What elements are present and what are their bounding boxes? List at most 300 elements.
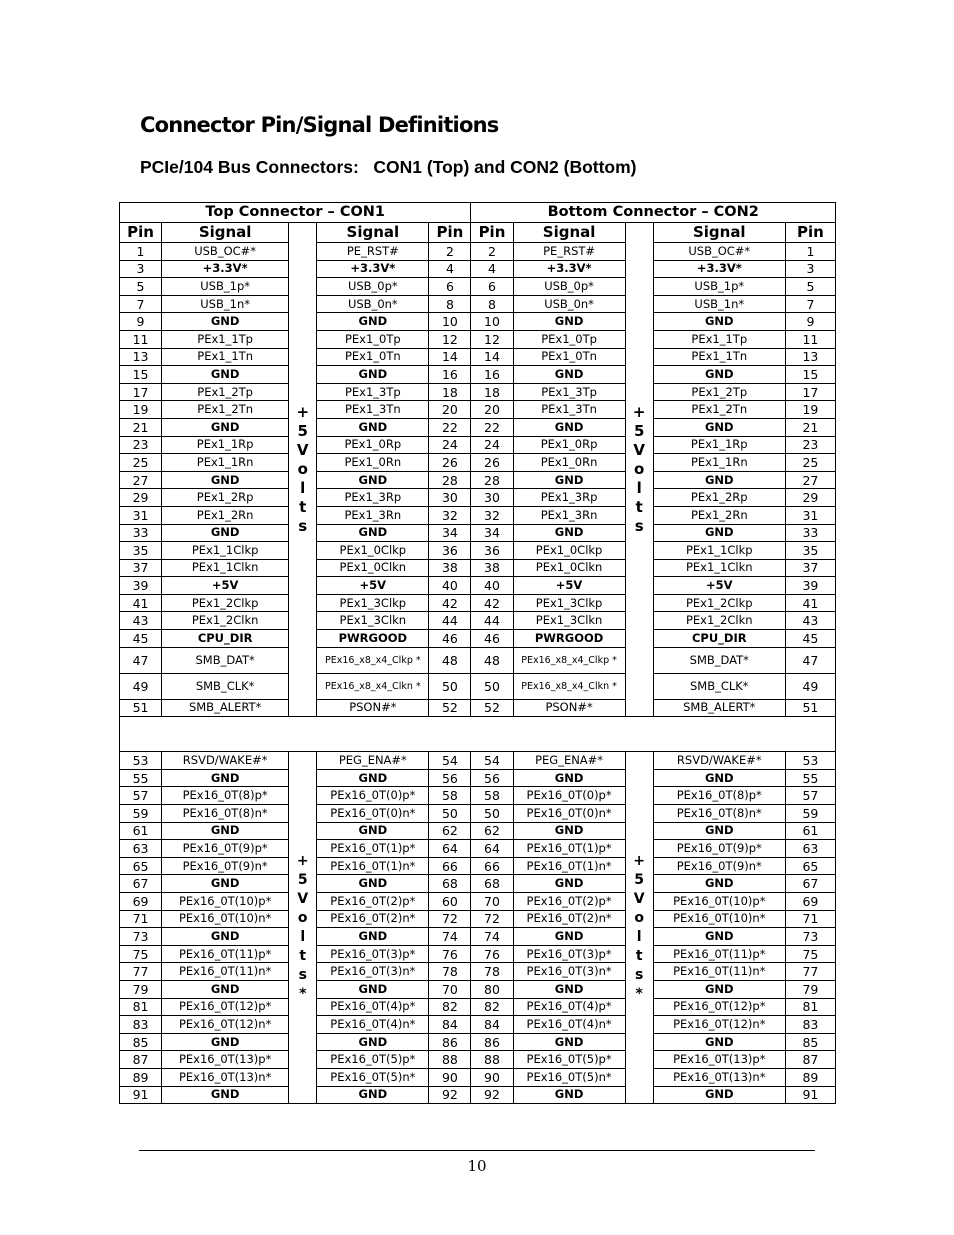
col-header-signal: Signal: [513, 223, 625, 243]
volts-letter: +: [633, 852, 646, 869]
table-row: [120, 401, 836, 419]
con1-pin-odd: 23: [120, 436, 162, 454]
table-row: [120, 875, 836, 893]
con1-signal-even: PEx1_3Tp: [317, 383, 429, 401]
con1-signal-odd: PEx1_1Tp: [162, 330, 289, 348]
volts-letter: V: [633, 441, 645, 460]
volts-letter: t: [635, 498, 643, 517]
section-subtitle: PCIe/104 Bus Connectors: CON1 (Top) and CON2 (Bottom): [140, 157, 637, 177]
volts-letter: s: [298, 966, 307, 983]
con1-signal-even: GND: [317, 1086, 429, 1104]
con1-pin-odd: 43: [120, 612, 162, 630]
con2-signal-even: PEx1_3Clkp: [513, 594, 625, 612]
volts-letter: V: [297, 890, 309, 907]
con2-pin-odd: 9: [785, 313, 835, 331]
con2-signal-odd: GND: [653, 471, 785, 489]
con2-pin-even: 28: [471, 471, 513, 489]
table-row: [120, 612, 836, 630]
con1-pin-even: 34: [429, 524, 471, 542]
con1-pin-even: 4: [429, 260, 471, 278]
con2-pin-odd: 21: [785, 418, 835, 436]
con1-signal-even: PEx16_0T(4)n*: [317, 1016, 429, 1034]
con1-pin-odd: 59: [120, 805, 162, 823]
con2-pin-odd: 13: [785, 348, 835, 366]
con2-signal-odd: PEx16_0T(11)n*: [653, 963, 785, 981]
volts-letter: 5: [297, 871, 308, 888]
con1-pin-even: 50: [429, 805, 471, 823]
con2-pin-even: 50: [471, 673, 513, 699]
con1-pin-even: 32: [429, 506, 471, 524]
con2-signal-odd: GND: [653, 366, 785, 384]
con1-signal-even: PEx16_0T(1)p*: [317, 840, 429, 858]
volts-letter: o: [297, 460, 308, 479]
con2-signal-even: PEx1_3Clkn: [513, 612, 625, 630]
table-row: [120, 630, 836, 648]
con1-pin-odd: 13: [120, 348, 162, 366]
con1-pin-odd: 29: [120, 489, 162, 507]
col-header-pin: Pin: [429, 223, 471, 243]
con1-pin-even: 44: [429, 612, 471, 630]
con1-signal-odd: GND: [162, 471, 289, 489]
con1-signal-odd: PEx1_1Rn: [162, 454, 289, 472]
con1-pin-odd: 85: [120, 1033, 162, 1051]
con2-signal-even: USB_0p*: [513, 278, 625, 296]
con1-pin-even: 22: [429, 418, 471, 436]
con1-signal-odd: USB_1n*: [162, 295, 289, 313]
col-header-signal: Signal: [162, 223, 289, 243]
con2-signal-odd: PEx16_0T(10)n*: [653, 910, 785, 928]
con1-signal-even: PEx1_3Rp: [317, 489, 429, 507]
con2-signal-even: GND: [513, 1086, 625, 1104]
con2-pin-even: 86: [471, 1033, 513, 1051]
table-row: [120, 1051, 836, 1069]
table-row: [120, 945, 836, 963]
con2-signal-odd: +3.3V*: [653, 260, 785, 278]
table-row: [120, 857, 836, 875]
con2-signal-even: GND: [513, 366, 625, 384]
con1-signal-odd: GND: [162, 769, 289, 787]
volts-letter: +: [296, 852, 309, 869]
con2-pin-odd: 71: [785, 910, 835, 928]
con1-signal-even: PEx1_0Tn: [317, 348, 429, 366]
table-row: [120, 840, 836, 858]
con1-pin-even: 36: [429, 542, 471, 560]
table-row: [120, 594, 836, 612]
con1-pin-even: 40: [429, 577, 471, 595]
con2-signal-odd: PEx1_1Clkp: [653, 542, 785, 560]
table-row: [120, 805, 836, 823]
con2-pin-even: 92: [471, 1086, 513, 1104]
con2-pin-odd: 85: [785, 1033, 835, 1051]
con2-pin-odd: 51: [785, 699, 835, 717]
volts-letter: +: [632, 403, 646, 422]
con2-pin-even: 66: [471, 857, 513, 875]
con2-pin-even: 76: [471, 945, 513, 963]
con1-signal-odd: PEx16_0T(13)n*: [162, 1068, 289, 1086]
con1-signal-odd: PEx16_0T(9)n*: [162, 857, 289, 875]
con1-pin-even: 60: [429, 893, 471, 911]
con2-pin-odd: 91: [785, 1086, 835, 1104]
con1-signal-odd: USB_OC#*: [162, 243, 289, 261]
con2-pin-odd: 5: [785, 278, 835, 296]
con2-pin-even: 88: [471, 1051, 513, 1069]
con1-pin-even: 26: [429, 454, 471, 472]
con2-pin-even: 36: [471, 542, 513, 560]
con1-pin-even: 6: [429, 278, 471, 296]
con1-pin-even: 72: [429, 910, 471, 928]
con1-signal-even: PEx1_0Rp: [317, 436, 429, 454]
con1-signal-even: GND: [317, 1033, 429, 1051]
con1-pin-odd: 57: [120, 787, 162, 805]
col-header-pin: Pin: [471, 223, 513, 243]
con2-signal-even: PEG_ENA#*: [513, 752, 625, 770]
con2-signal-even: PEx1_3Tp: [513, 383, 625, 401]
volts-letter: 5: [633, 422, 645, 441]
con1-pin-even: 74: [429, 928, 471, 946]
volts-label-top-upper: [289, 223, 317, 717]
table-row: [120, 489, 836, 507]
con1-signal-odd: GND: [162, 313, 289, 331]
con1-signal-even: PEx1_0Clkp: [317, 542, 429, 560]
con2-pin-odd: 7: [785, 295, 835, 313]
con1-signal-even: GND: [317, 418, 429, 436]
con2-pin-even: 56: [471, 769, 513, 787]
con1-pin-odd: 1: [120, 243, 162, 261]
con2-signal-even: GND: [513, 980, 625, 998]
volts-letter: s: [634, 517, 644, 536]
con1-signal-odd: GND: [162, 524, 289, 542]
con1-pin-odd: 41: [120, 594, 162, 612]
col-header-signal: Signal: [653, 223, 785, 243]
con2-signal-odd: PEx16_0T(9)n*: [653, 857, 785, 875]
con2-signal-odd: PEx16_0T(13)p*: [653, 1051, 785, 1069]
con1-pin-even: 16: [429, 366, 471, 384]
page-title: Connector Pin/Signal Definitions: [140, 113, 499, 137]
con1-signal-even: USB_0p*: [317, 278, 429, 296]
con2-pin-odd: 49: [785, 673, 835, 699]
con1-signal-even: PEx1_0Tp: [317, 330, 429, 348]
con1-pin-even: 42: [429, 594, 471, 612]
con2-pin-even: 64: [471, 840, 513, 858]
con1-signal-odd: PEx1_1Tn: [162, 348, 289, 366]
con1-signal-odd: RSVD/WAKE#*: [162, 752, 289, 770]
con1-pin-odd: 77: [120, 963, 162, 981]
con1-pin-odd: 89: [120, 1068, 162, 1086]
con2-signal-even: GND: [513, 524, 625, 542]
con2-signal-even: PEx1_3Tn: [513, 401, 625, 419]
con2-pin-even: 68: [471, 875, 513, 893]
table-row: [120, 577, 836, 595]
con1-pin-odd: 63: [120, 840, 162, 858]
con2-signal-even: PEx16_0T(3)p*: [513, 945, 625, 963]
table-row: [120, 1068, 836, 1086]
con2-pin-even: 62: [471, 822, 513, 840]
con1-signal-odd: PEx1_1Clkp: [162, 542, 289, 560]
table-row: [120, 822, 836, 840]
con1-signal-odd: PEx16_0T(10)p*: [162, 893, 289, 911]
con1-signal-even: PWRGOOD: [317, 630, 429, 648]
con1-pin-even: 30: [429, 489, 471, 507]
con1-pin-odd: 27: [120, 471, 162, 489]
con1-pin-even: 20: [429, 401, 471, 419]
con2-pin-odd: 61: [785, 822, 835, 840]
con2-pin-even: 34: [471, 524, 513, 542]
volts-letter: l: [636, 928, 642, 945]
con2-pin-odd: 47: [785, 647, 835, 673]
con1-pin-even: 70: [429, 980, 471, 998]
con1-pin-odd: 7: [120, 295, 162, 313]
con2-pin-even: 82: [471, 998, 513, 1016]
con1-signal-odd: GND: [162, 980, 289, 998]
top-connector-header: Top Connector – CON1: [120, 203, 471, 223]
con2-pin-odd: 69: [785, 893, 835, 911]
table-spacer-cell: [120, 717, 836, 752]
con1-pin-odd: 71: [120, 910, 162, 928]
con1-pin-even: 12: [429, 330, 471, 348]
con2-pin-odd: 1: [785, 243, 835, 261]
con1-pin-even: 24: [429, 436, 471, 454]
volts-letter: t: [635, 947, 643, 964]
con2-pin-even: 30: [471, 489, 513, 507]
con2-signal-odd: PEx16_0T(8)p*: [653, 787, 785, 805]
con1-signal-even: PEx16_0T(5)n*: [317, 1068, 429, 1086]
con1-pin-odd: 73: [120, 928, 162, 946]
con2-pin-even: 24: [471, 436, 513, 454]
con1-signal-odd: PEx1_2Clkp: [162, 594, 289, 612]
con2-signal-even: PEx16_0T(2)n*: [513, 910, 625, 928]
con1-signal-even: PEx16_x8_x4_Clkn *: [317, 673, 429, 699]
con2-signal-odd: PEx1_2Tp: [653, 383, 785, 401]
con1-signal-even: PEx1_3Tn: [317, 401, 429, 419]
table-row: [120, 1033, 836, 1051]
con1-pin-odd: 55: [120, 769, 162, 787]
con1-pin-even: 92: [429, 1086, 471, 1104]
con1-signal-even: PEx1_3Clkp: [317, 594, 429, 612]
page-number: 10: [467, 1157, 487, 1175]
volts-label-bottom-lower: [625, 752, 653, 1104]
con2-signal-even: PEx1_0Tn: [513, 348, 625, 366]
con2-signal-even: PEx1_0Rp: [513, 436, 625, 454]
con2-signal-odd: PEx16_0T(11)p*: [653, 945, 785, 963]
con2-signal-even: PEx1_0Tp: [513, 330, 625, 348]
bottom-connector-header: Bottom Connector – CON2: [471, 203, 836, 223]
table-row: [120, 313, 836, 331]
table-row: [120, 980, 836, 998]
table-row: [120, 1086, 836, 1104]
con2-pin-odd: 17: [785, 383, 835, 401]
con1-signal-odd: PEx1_2Tp: [162, 383, 289, 401]
con1-pin-even: 50: [429, 673, 471, 699]
con1-signal-odd: GND: [162, 418, 289, 436]
con2-pin-even: 2: [471, 243, 513, 261]
con2-signal-odd: SMB_DAT*: [653, 647, 785, 673]
con1-signal-odd: PEx16_0T(13)p*: [162, 1051, 289, 1069]
con2-signal-even: GND: [513, 875, 625, 893]
con2-pin-even: 4: [471, 260, 513, 278]
con2-pin-even: 90: [471, 1068, 513, 1086]
con2-pin-odd: 81: [785, 998, 835, 1016]
con1-pin-even: 28: [429, 471, 471, 489]
table-row: [120, 383, 836, 401]
con1-pin-odd: 53: [120, 752, 162, 770]
con2-pin-odd: 57: [785, 787, 835, 805]
con2-signal-even: GND: [513, 769, 625, 787]
con2-signal-odd: PEx16_0T(10)p*: [653, 893, 785, 911]
con2-signal-even: PEx16_0T(5)p*: [513, 1051, 625, 1069]
con2-pin-odd: 77: [785, 963, 835, 981]
con1-signal-odd: GND: [162, 1033, 289, 1051]
table-row: [120, 506, 836, 524]
con1-signal-odd: PEx16_0T(8)p*: [162, 787, 289, 805]
con2-pin-odd: 59: [785, 805, 835, 823]
con2-pin-odd: 65: [785, 857, 835, 875]
con2-signal-even: USB_0n*: [513, 295, 625, 313]
con1-pin-even: 10: [429, 313, 471, 331]
con1-pin-even: 18: [429, 383, 471, 401]
con2-pin-even: 38: [471, 559, 513, 577]
con2-signal-even: PEx16_0T(0)p*: [513, 787, 625, 805]
con2-pin-even: 80: [471, 980, 513, 998]
con1-pin-even: 84: [429, 1016, 471, 1034]
con1-signal-even: PEx16_0T(3)p*: [317, 945, 429, 963]
con1-pin-even: 62: [429, 822, 471, 840]
con2-signal-odd: PEx1_1Rn: [653, 454, 785, 472]
volts-letter: +: [296, 403, 310, 422]
con1-pin-even: 48: [429, 647, 471, 673]
con1-pin-even: 88: [429, 1051, 471, 1069]
con2-signal-odd: GND: [653, 313, 785, 331]
volts-letter: *: [635, 985, 643, 1002]
table-row: [120, 752, 836, 770]
con2-signal-odd: GND: [653, 1033, 785, 1051]
con2-signal-odd: GND: [653, 418, 785, 436]
col-header-pin: Pin: [120, 223, 162, 243]
con2-signal-odd: GND: [653, 822, 785, 840]
con1-pin-odd: 25: [120, 454, 162, 472]
column-header-row: [120, 223, 836, 243]
pin-signal-table-body: [120, 203, 836, 1104]
con2-pin-even: 22: [471, 418, 513, 436]
con1-pin-even: 14: [429, 348, 471, 366]
con2-signal-odd: GND: [653, 1086, 785, 1104]
con1-signal-odd: GND: [162, 928, 289, 946]
con2-pin-even: 16: [471, 366, 513, 384]
con1-signal-odd: PEx1_1Clkn: [162, 559, 289, 577]
con1-pin-odd: 35: [120, 542, 162, 560]
table-row: [120, 787, 836, 805]
table-row: [120, 769, 836, 787]
volts-letter: o: [634, 909, 644, 926]
con2-pin-odd: 11: [785, 330, 835, 348]
table-row: [120, 673, 836, 699]
volts-letter: l: [300, 479, 306, 498]
con2-pin-even: 44: [471, 612, 513, 630]
volts-letter: 5: [634, 871, 645, 888]
con2-pin-even: 74: [471, 928, 513, 946]
con1-signal-even: +3.3V*: [317, 260, 429, 278]
con2-signal-even: PEx16_0T(1)p*: [513, 840, 625, 858]
volts-letter: V: [633, 890, 645, 907]
con1-signal-odd: PEx16_0T(12)n*: [162, 1016, 289, 1034]
con2-pin-odd: 41: [785, 594, 835, 612]
con2-signal-even: PEx16_0T(4)p*: [513, 998, 625, 1016]
volts-letter: s: [298, 517, 308, 536]
con2-pin-even: 42: [471, 594, 513, 612]
con2-signal-even: PEx1_0Clkn: [513, 559, 625, 577]
con2-pin-odd: 3: [785, 260, 835, 278]
con2-signal-even: PEx16_0T(0)n*: [513, 805, 625, 823]
con1-pin-odd: 49: [120, 673, 162, 699]
con2-signal-even: GND: [513, 418, 625, 436]
con2-pin-odd: 45: [785, 630, 835, 648]
con1-pin-even: 66: [429, 857, 471, 875]
table-row: [120, 1016, 836, 1034]
con1-signal-odd: PEx1_2Rp: [162, 489, 289, 507]
con2-signal-odd: GND: [653, 928, 785, 946]
con2-signal-odd: +5V: [653, 577, 785, 595]
con2-pin-odd: 79: [785, 980, 835, 998]
con1-pin-odd: 87: [120, 1051, 162, 1069]
con1-signal-even: PEG_ENA#*: [317, 752, 429, 770]
con1-pin-even: 58: [429, 787, 471, 805]
con2-pin-odd: 53: [785, 752, 835, 770]
con1-pin-odd: 75: [120, 945, 162, 963]
volts-letter: s: [635, 966, 644, 983]
con2-pin-even: 48: [471, 647, 513, 673]
volts-label-bottom-upper: [625, 223, 653, 717]
con2-signal-odd: USB_OC#*: [653, 243, 785, 261]
volts-letter: t: [299, 498, 307, 517]
con2-pin-odd: 25: [785, 454, 835, 472]
con1-signal-even: PEx16_0T(2)p*: [317, 893, 429, 911]
table-row: [120, 542, 836, 560]
table-row: [120, 910, 836, 928]
con2-pin-even: 10: [471, 313, 513, 331]
con2-pin-odd: 33: [785, 524, 835, 542]
con2-pin-odd: 37: [785, 559, 835, 577]
table-row: [120, 243, 836, 261]
con1-pin-odd: 5: [120, 278, 162, 296]
con1-pin-odd: 45: [120, 630, 162, 648]
con1-pin-odd: 69: [120, 893, 162, 911]
con2-pin-odd: 75: [785, 945, 835, 963]
con2-signal-even: +5V: [513, 577, 625, 595]
con1-signal-odd: PEx16_0T(10)n*: [162, 910, 289, 928]
con2-pin-odd: 31: [785, 506, 835, 524]
con2-pin-even: 32: [471, 506, 513, 524]
con2-pin-even: 72: [471, 910, 513, 928]
con1-pin-odd: 91: [120, 1086, 162, 1104]
con2-signal-even: PEx16_0T(5)n*: [513, 1068, 625, 1086]
table-row: [120, 998, 836, 1016]
con1-pin-odd: 11: [120, 330, 162, 348]
table-row: [120, 278, 836, 296]
con1-signal-odd: SMB_ALERT*: [162, 699, 289, 717]
con1-signal-even: PEx16_0T(5)p*: [317, 1051, 429, 1069]
table-row: [120, 928, 836, 946]
table-row: [120, 699, 836, 717]
con2-signal-odd: PEx1_2Rn: [653, 506, 785, 524]
con1-pin-odd: 19: [120, 401, 162, 419]
con1-signal-odd: GND: [162, 875, 289, 893]
con1-signal-even: PEx1_3Clkn: [317, 612, 429, 630]
con1-pin-even: 86: [429, 1033, 471, 1051]
con2-signal-odd: GND: [653, 524, 785, 542]
con2-pin-odd: 15: [785, 366, 835, 384]
con2-signal-odd: PEx1_2Clkp: [653, 594, 785, 612]
con2-signal-odd: SMB_CLK*: [653, 673, 785, 699]
con1-signal-even: PEx1_0Clkn: [317, 559, 429, 577]
